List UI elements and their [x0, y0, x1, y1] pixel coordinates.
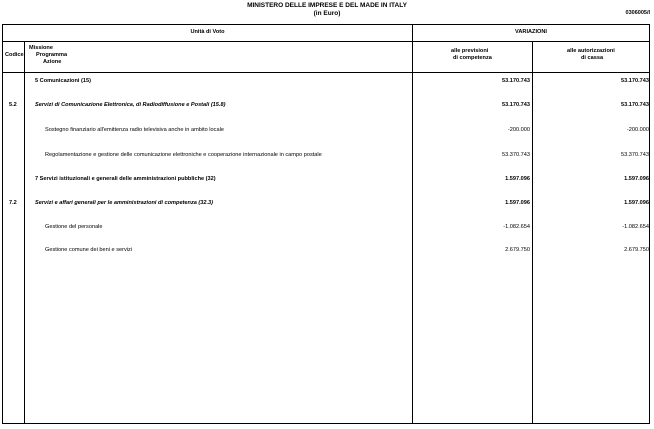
row-cassa: 2.679.750 [624, 247, 649, 253]
row-label: Gestione comune dei beni e servizi [45, 247, 133, 253]
col-divider-cassa [532, 42, 533, 423]
row-label: Servizi e affari generali per le amministrazioni di competenza (32.3) [35, 200, 214, 206]
row-competenza: -1.082.654 [503, 224, 530, 230]
row-cassa: -1.082.654 [622, 224, 649, 230]
row-cassa: 1.597.096 [624, 200, 649, 206]
row-code: 5.2 [9, 102, 17, 108]
row-competenza: 1.597.096 [505, 176, 530, 182]
header-azione: Azione [43, 59, 62, 65]
budget-table [2, 24, 650, 424]
header-programma: Programma [36, 52, 68, 58]
row-label: Sostegno finanziario all'emittenza radio televisiva anche in ambito locale [45, 127, 224, 133]
header-missione: Missione [29, 45, 53, 51]
document-code: 0306005/I [625, 10, 650, 16]
row-label: Gestione del personale [45, 224, 103, 230]
header-competenza-1: alle previsioni [451, 48, 489, 54]
row-competenza: 53.170.743 [502, 102, 530, 108]
page-title: MINISTERO DELLE IMPRESE E DEL MADE IN ITALY [247, 2, 407, 9]
row-cassa: 53.170.743 [621, 102, 649, 108]
row-competenza: -200.000 [507, 127, 530, 133]
row-competenza: 53.170.743 [502, 78, 530, 84]
row-competenza: 53.370.743 [502, 152, 530, 158]
row-cassa: 1.597.096 [624, 176, 649, 182]
row-label: 5 Comunicazioni (15) [35, 78, 91, 84]
row-cassa: -200.000 [626, 127, 649, 133]
header-cassa-1: alle autorizzazioni [567, 48, 615, 54]
header-bottom-divider [3, 72, 649, 73]
header-competenza-2: di competenza [453, 55, 492, 61]
page-subtitle: (in Euro) [313, 10, 341, 17]
header-divider [3, 41, 649, 42]
row-label: 7 Servizi istituzionali e generali delle amministrazioni pubbliche (32) [35, 176, 216, 182]
row-cassa: 53.170.743 [621, 78, 649, 84]
header-codice: Codice [5, 52, 24, 58]
row-cassa: 53.370.743 [621, 152, 649, 158]
header-variazioni: VARIAZIONI [515, 29, 547, 35]
row-label: Regolamentazione e gestione delle comunicazione elettroniche e cooperazione internazionale in campo postale [45, 152, 322, 158]
header-unita-di-voto: Unità di Voto [190, 29, 225, 35]
header-cassa-2: di cassa [581, 55, 604, 61]
col-divider-codice [24, 42, 25, 423]
row-competenza: 1.597.096 [505, 200, 530, 206]
row-code: 7.2 [9, 200, 17, 206]
row-label: Servizi di Comunicazione Elettronica, di Radiodiffusione e Postali (15.8) [35, 102, 226, 108]
row-competenza: 2.679.750 [505, 247, 530, 253]
